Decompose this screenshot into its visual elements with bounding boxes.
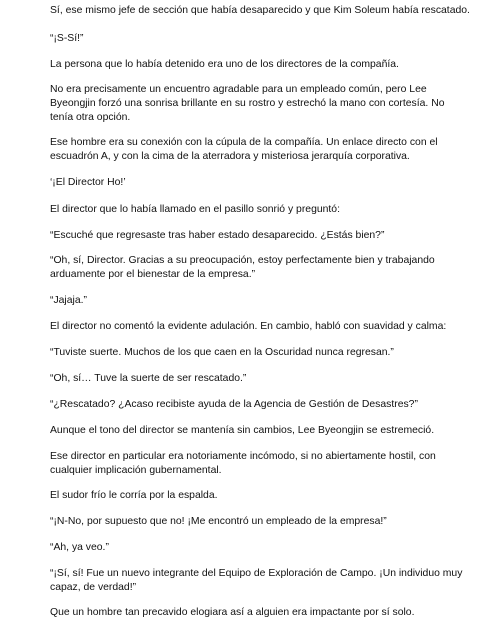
paragraph-13: “Oh, sí… Tuve la suerte de ser rescatado.” bbox=[50, 373, 247, 384]
paragraph-11: El director no comentó la evidente adulación. En cambio, habló con suavidad y calma: bbox=[50, 321, 447, 332]
paragraph-4: No era precisamente un encuentro agradable para un empleado común, pero Lee Byeongjin forzó una sonrisa brillante en su rostro y estrechó la mano con cortesía. No tenía otra opción. bbox=[50, 84, 445, 123]
paragraph-18: “¡N-No, por supuesto que no! ¡Me encontró un empleado de la empresa!” bbox=[50, 516, 387, 527]
paragraph-19: “Ah, ya veo.” bbox=[50, 542, 109, 553]
paragraph-12: “Tuviste suerte. Muchos de los que caen en la Oscuridad nunca regresan.” bbox=[50, 347, 394, 358]
paragraph-8: “Escuché que regresaste tras haber estado desaparecido. ¿Estás bien?” bbox=[50, 230, 385, 241]
paragraph-21: Que un hombre tan precavido elogiara así a alguien era impactante por sí solo. bbox=[50, 607, 415, 618]
paragraph-16: Ese director en particular era notoriamente incómodo, si no abiertamente hostil, con cualquier implicación gubernamental. bbox=[50, 451, 436, 476]
paragraph-14: “¿Rescatado? ¿Acaso recibiste ayuda de la Agencia de Gestión de Desastres?” bbox=[50, 399, 418, 410]
paragraph-1: Sí, ese mismo jefe de sección que había desaparecido y que Kim Soleum había rescatado. bbox=[50, 5, 470, 16]
paragraph-9: “Oh, sí, Director. Gracias a su preocupación, estoy perfectamente bien y trabajando arduamente por el bienestar de la empresa.” bbox=[50, 255, 435, 280]
paragraph-6: ‘¡El Director Ho!’ bbox=[50, 177, 126, 188]
paragraph-7: El director que lo había llamado en el pasillo sonrió y preguntó: bbox=[50, 204, 340, 215]
paragraph-17: El sudor frío le corría por la espalda. bbox=[50, 490, 218, 501]
paragraph-5: Ese hombre era su conexión con la cúpula de la compañía. Un enlace directo con el escuadrón A, y con la cima de la aterradora y misteriosa jerarquía corporativa. bbox=[50, 137, 438, 162]
paragraph-10: “Jajaja.” bbox=[50, 295, 87, 306]
paragraph-20: “¡Sí, sí! Fue un nuevo integrante del Equipo de Exploración de Campo. ¡Un individuo muy capaz, de verdad!” bbox=[50, 568, 463, 593]
paragraph-2: “¡S-Sí!” bbox=[50, 33, 84, 44]
paragraph-3: La persona que lo había detenido era uno de los directores de la compañía. bbox=[50, 59, 399, 70]
paragraph-15: Aunque el tono del director se mantenía sin cambios, Lee Byeongjin se estremeció. bbox=[50, 425, 435, 436]
